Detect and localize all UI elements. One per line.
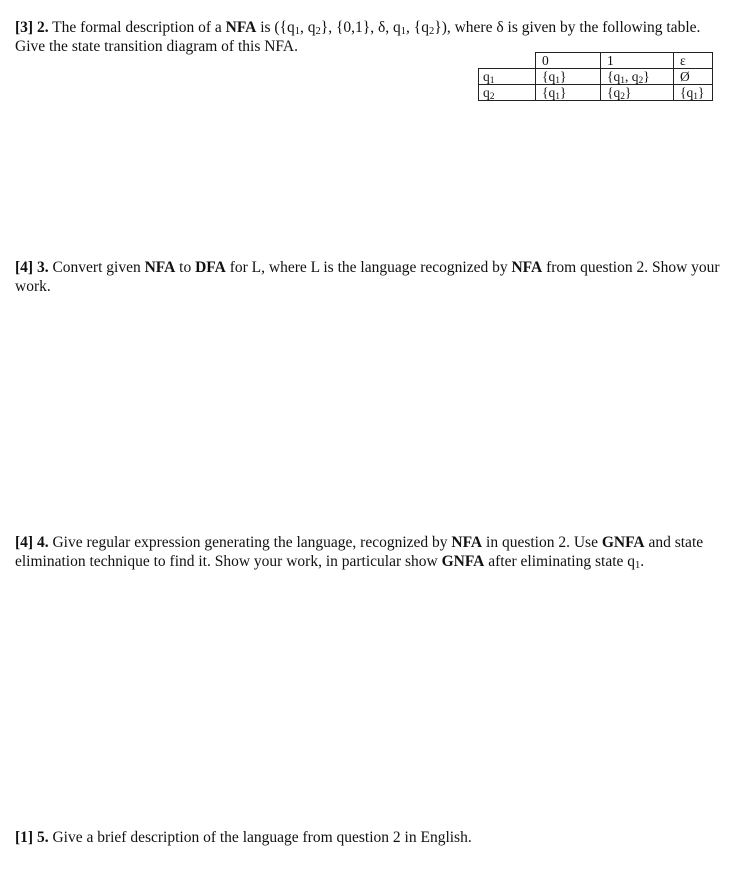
question-5: [1] 5. Give a brief description of the language from question 2 in English. — [15, 829, 472, 846]
row-state-q2: $q_2$ — [479, 85, 536, 101]
q4-points: [4] — [15, 534, 34, 551]
header-epsilon: ε — [674, 53, 713, 69]
table-corner — [479, 53, 536, 69]
q3-dfa-term: DFA — [195, 259, 226, 276]
q4-gnfa-term: GNFA — [601, 534, 645, 551]
q3-points: [4] — [15, 259, 34, 276]
q3-nfa-term: NFA — [144, 259, 176, 276]
table-row — [479, 69, 713, 85]
q2-nfa-term: NFA — [225, 19, 257, 36]
question-4: [4] 4. Give regular expression generating the language, recognized by NFA in question 2. Use GNFA and state elimination technique to find it. Show your work, in particular show GNFA after eliminating state $q_1$. — [15, 534, 704, 571]
q4-gnfa-term-2: GNFA — [441, 553, 485, 570]
question-2: [3] 2. The formal description of a NFA is ({$q_1$, $q_2$}, {0,1}, δ, $q_1$, $\{q_2\}$), where δ is given by the following table. Give the state transition diagram of this NFA. — [15, 19, 701, 55]
cell-q1-1: {$q_1$, $q_2$} — [601, 69, 674, 85]
q5-number: 5. — [36, 829, 49, 846]
header-0: 0 — [536, 53, 601, 69]
transition-table — [478, 52, 713, 101]
q5-points: [1] — [15, 829, 34, 846]
q3-number: 3. — [36, 259, 49, 276]
header-1: 1 — [601, 53, 674, 69]
q4-number: 4. — [36, 534, 49, 551]
cell-q2-1: $\{q_2\}$ — [601, 85, 674, 101]
cell-q2-0: $\{q_1\}$ — [536, 85, 601, 101]
q2-points: [3] — [15, 19, 34, 36]
table-row — [479, 85, 713, 101]
q3-nfa-term-2: NFA — [511, 259, 543, 276]
cell-q1-0: $\{q_1\}$ — [536, 69, 601, 85]
cell-q1-epsilon: Ø — [674, 69, 713, 85]
table-header-row — [479, 53, 713, 69]
question-3: [4] 3. Convert given NFA to DFA for L, where L is the language recognized by NFA from question 2. Show your work. — [15, 259, 720, 295]
q4-nfa-term: NFA — [451, 534, 483, 551]
q2-number: 2. — [36, 19, 49, 36]
cell-q2-epsilon: $\{q_1\}$ — [674, 85, 713, 101]
row-state-q1: $q_1$ — [479, 69, 536, 85]
